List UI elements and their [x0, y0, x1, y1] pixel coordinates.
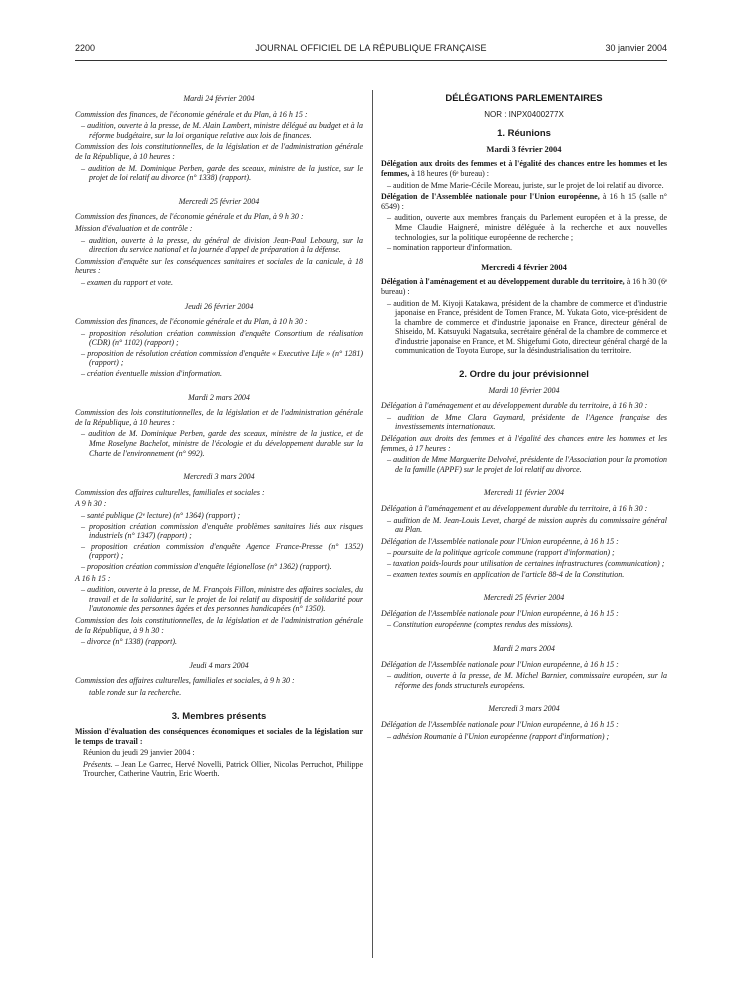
list-item: – Constitution européenne (comptes rendus des missions). — [381, 620, 667, 630]
paragraph — [381, 159, 667, 178]
date-heading: Mardi 10 février 2004 — [488, 385, 560, 395]
date-heading: Jeudi 4 mars 2004 — [189, 660, 249, 670]
meeting-date: Réunion du jeudi 29 janvier 2004 : — [83, 748, 195, 758]
agenda-list — [381, 455, 667, 474]
list-item: – audition de M. Jean-Louis Levet, chargé de mission auprès du commissaire général au Plan. — [381, 516, 667, 535]
agenda-list — [75, 585, 363, 614]
journal-title: JOURNAL OFFICIEL DE LA RÉPUBLIQUE FRANÇAISE — [255, 43, 487, 53]
agenda-list — [381, 299, 667, 357]
column-divider — [372, 90, 373, 958]
list-item: – proposition création commission d'enquête Agence France-Presse (n° 1352) (rapport) ; — [75, 542, 363, 561]
agenda-list — [75, 121, 363, 140]
list-item: – audition de Mme Clara Gaymard, présidente de l'Agence française des investissements internationaux. — [381, 413, 667, 432]
agenda-list — [75, 278, 363, 288]
date-heading: Mardi 2 mars 2004 — [493, 643, 555, 653]
agenda-list — [381, 671, 667, 690]
list-item: – audition, ouverte à la presse, de M. Michel Barnier, commissaire européen, sur la réforme des fonds structurels européens. — [381, 671, 667, 690]
agenda-list — [381, 620, 667, 630]
list-item: – proposition création commission d'enquête légionellose (n° 1362) (rapport). — [75, 562, 363, 572]
date-heading: Mercredi 3 mars 2004 — [183, 472, 255, 482]
list-item: – divorce (n° 1338) (rapport). — [75, 637, 363, 647]
list-item: – examen textes soumis en application de l'article 88-4 de la Constitution. — [381, 570, 667, 580]
list-item: – adhésion Roumanie à l'Union européenne (rapport d'information) ; — [381, 732, 667, 742]
list-item: – audition de Mme Marie-Cécile Moreau, juriste, sur le projet de loi relatif au divorce. — [381, 181, 667, 191]
list-item: – proposition création commission d'enquête problèmes sanitaires liés aux risques industriels (n° 1347) (rapport) ; — [75, 522, 363, 541]
list-item: – audition de M. Kiyoji Katakawa, président de la chambre de commerce et d'industrie japonaise en France, président de Tomen France, M. Yukata Goto, vice-président de la chambre de commerce et d'industrie japonaise en France, directeur général de Shiseido, M. Katsuyuki Nagatsuka, secrétaire général de la chambre de commerce et d'industrie japonaise en France, et M. Shigefumi Goto, directeur général chargé de la communication de Toyota Europe, sur la désindustrialisation du territoire. — [381, 299, 667, 357]
page-number: 2200 — [75, 43, 96, 53]
paragraph: A 16 h 15 : — [75, 573, 111, 583]
date-heading: Mardi 2 mars 2004 — [188, 392, 250, 402]
page-header — [75, 43, 667, 57]
list-item: – poursuite de la politique agricole commune (rapport d'information) ; — [381, 548, 667, 558]
section-title: DÉLÉGATIONS PARLEMENTAIRES — [445, 93, 603, 104]
issue-date: 30 janvier 2004 — [605, 43, 667, 53]
list-item: – proposition de résolution création commission d'enquête « Executive Life » (n° 1281) (rapport) ; — [75, 349, 363, 368]
delegation-name: Délégation aux droits des femmes et à l'égalité des chances entre les hommes et les femmes, — [381, 159, 667, 178]
meeting-time: à 18 heures (6ᵉ bureau) : — [409, 168, 490, 178]
date-heading: Mardi 24 février 2004 — [183, 94, 255, 103]
list-item: – audition de Mme Marguerite Delvolvé, présidente de l'Association pour la promotion de la famille (APPF) sur le projet de loi relatif au divorce. — [381, 455, 667, 474]
paragraph — [381, 192, 667, 211]
delegation-name: Délégation de l'Assemblée nationale pour l'Union européenne, — [381, 192, 600, 202]
agenda-list — [381, 732, 667, 742]
agenda-list — [75, 511, 363, 572]
agenda-list — [381, 181, 667, 191]
list-item: – audition de M. Dominique Perben, garde des sceaux, ministre de la justice, sur le projet de loi relatif au divorce (n° 1338) (rapport). — [75, 164, 363, 183]
agenda-list — [75, 637, 363, 647]
agenda-list — [75, 236, 363, 255]
paragraph: Commission des affaires culturelles, familiales et sociales : — [75, 487, 265, 497]
paragraph: Commission des lois constitutionnelles, de la législation et de l'administration générale de la République, à 10 heures : — [75, 142, 363, 161]
list-item: – audition, ouverte à la presse, de M. Alain Lambert, ministre délégué au budget et à la réforme budgétaire, sur la loi organique relative aux lois de finances. — [75, 121, 363, 140]
section-title: 1. Réunions — [497, 128, 551, 140]
paragraph — [381, 277, 667, 296]
list-item: – examen du rapport et vote. — [75, 278, 363, 288]
paragraph: Commission des affaires culturelles, familiales et sociales, à 9 h 30 : — [75, 676, 295, 686]
paragraph: Mission d'évaluation et de contrôle : — [75, 223, 193, 233]
paragraph: Délégation aux droits des femmes et à l'égalité des chances entre les hommes et les femmes, à 17 heures : — [381, 434, 667, 453]
paragraph: Délégation à l'aménagement et au développement durable du territoire, à 16 h 30 : — [381, 401, 648, 411]
agenda-list — [381, 548, 667, 579]
nor-reference: NOR : INPX0400277X — [484, 109, 564, 119]
paragraph: Délégation de l'Assemblée nationale pour l'Union européenne, à 16 h 15 : — [381, 659, 619, 669]
presents-label: Présents. — [83, 759, 113, 769]
section-title: 2. Ordre du jour prévisionnel — [459, 369, 589, 381]
paragraph: Délégation de l'Assemblée nationale pour l'Union européenne, à 16 h 15 : — [381, 608, 619, 618]
header-rule — [75, 60, 667, 61]
agenda-list — [381, 516, 667, 535]
agenda-list — [75, 329, 363, 379]
agenda-list — [75, 429, 363, 458]
meeting-time: à 16 h 30 (6ᵉ bureau) : — [381, 277, 668, 296]
paragraph: Commission d'enquête sur les conséquences sanitaires et sociales de la canicule, à 18 heures : — [75, 256, 363, 276]
list-item: – audition, ouverte à la presse, de M. François Fillon, ministre des affaires sociales, du travail et de la solidarité, sur le projet de loi relatif au dispositif de solidarité pour l'autonomie des personnes âgées et des personnes handicapées (n° 1350). — [75, 585, 363, 614]
presents-names: – Jean Le Garrec, Hervé Novelli, Patrick Ollier, Nicolas Perruchot, Philippe Trourcher, Catherine Vautrin, Eric Woerth. — [83, 759, 363, 779]
list-item: – nomination rapporteur d'information. — [381, 243, 667, 253]
paragraph: Délégation de l'Assemblée nationale pour l'Union européenne, à 16 h 15 : — [381, 719, 619, 729]
list-item: – proposition résolution création commission d'enquête Consortium de réalisation (CDR) (n° 1102) (rapport) ; — [75, 329, 363, 348]
list-item: – création éventuelle mission d'information. — [75, 369, 363, 379]
date-heading: Mercredi 11 février 2004 — [484, 488, 564, 498]
agenda-list — [381, 413, 667, 432]
date-heading: Mercredi 4 février 2004 — [481, 261, 567, 272]
agenda-list — [381, 213, 667, 252]
paragraph: Commission des finances, de l'économie générale et du Plan, à 16 h 15 : — [75, 109, 308, 119]
list-item: – audition de M. Dominique Perben, garde des sceaux, ministre de la justice, et de Mme Roselyne Bachelot, ministre de l'écologie et du développement durable sur la Charte de l'environnement (n° 992). — [75, 429, 363, 458]
paragraph: Commission des lois constitutionnelles, de la législation et de l'administration générale de la République, à 10 heures : — [75, 408, 363, 427]
date-heading: Mercredi 3 mars 2004 — [488, 704, 560, 714]
agenda-list — [75, 164, 363, 183]
paragraph: Commission des finances, de l'économie générale et du Plan, à 10 h 30 : — [75, 317, 308, 327]
paragraph: table ronde sur la recherche. — [89, 687, 182, 697]
date-heading: Jeudi 26 février 2004 — [184, 301, 254, 311]
paragraph: A 9 h 30 : — [75, 499, 107, 509]
date-heading: Mercredi 25 février 2004 — [483, 593, 565, 603]
list-item: – audition, ouverte aux membres français du Parlement européen et à la presse, de Mme Claudie Haigneré, ministre déléguée à la recherche et aux nouvelles technologies, sur la politique européenne de recherche ; — [381, 213, 667, 242]
list-item: – taxation poids-lourds pour utilisation de certaines infrastructures (communication) ; — [381, 559, 667, 569]
paragraph: Commission des finances, de l'économie générale et du Plan, à 9 h 30 : — [75, 212, 304, 222]
section-title: 3. Membres présents — [171, 710, 267, 722]
paragraph: Commission des lois constitutionnelles, de la législation et de l'administration générale de la République, à 9 h 30 : — [75, 615, 363, 635]
date-heading: Mercredi 25 février 2004 — [178, 196, 260, 206]
date-heading: Mardi 3 février 2004 — [486, 143, 562, 154]
delegation-name: Délégation à l'aménagement et au développement durable du territoire, — [381, 277, 625, 287]
paragraph: Délégation à l'aménagement et au développement durable du territoire, à 16 h 30 : — [381, 504, 648, 513]
left-column — [75, 94, 363, 781]
list-item: – audition, ouverte à la presse, du général de division Jean-Paul Lebourg, sur la direction du service national et la journée d'appel de préparation à la défense. — [75, 236, 363, 255]
mission-heading: Mission d'évaluation des conséquences économiques et sociales de la législation sur le temps de travail : — [75, 727, 363, 746]
list-item: – santé publique (2ᵉ lecture) (n° 1364) (rapport) ; — [75, 511, 363, 521]
members-present — [75, 760, 363, 779]
paragraph: Délégation de l'Assemblée nationale pour l'Union européenne, à 16 h 15 : — [381, 536, 619, 546]
right-column — [381, 94, 667, 743]
meeting-time: à 16 h 15 (salle n° 6549) : — [381, 192, 667, 211]
